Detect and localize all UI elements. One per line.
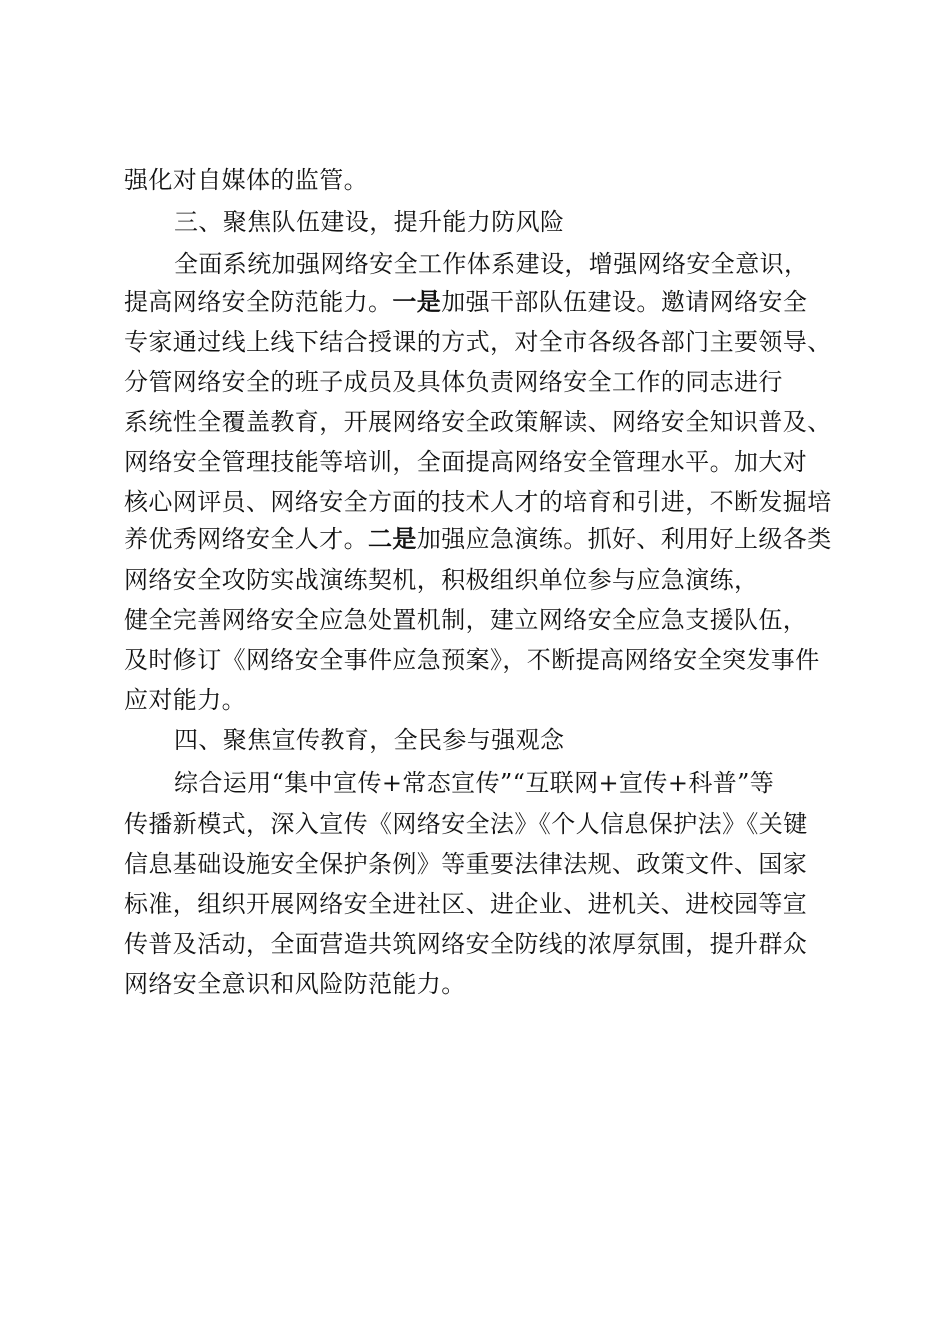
text-run: 养优秀网络安全人才。 [124,525,368,553]
paragraph-line: 健全完善网络安全应急处置机制，建立网络安全应急支援队伍， [124,606,808,634]
paragraph-line: 信息基础设施安全保护条例》等重要法律法规、政策文件、国家 [124,850,808,878]
paragraph-line: 全面系统加强网络安全工作体系建设，增强网络安全意识， [174,250,809,278]
text-run: 加强干部队伍建设。邀请网络安全 [441,288,808,316]
paragraph-line: 标准，组织开展网络安全进社区、进企业、进机关、进校园等宣 [124,890,808,918]
paragraph-line: 强化对自媒体的监管。 [124,166,368,194]
paragraph-line: 专家通过线上线下结合授课的方式，对全市各级各部门主要领导、 [124,328,832,356]
paragraph-line: 综合运用“集中宣传+常态宣传”“互联网+宣传+科普”等 [174,769,775,797]
paragraph-line [124,288,807,316]
paragraph-line: 核心网评员、网络安全方面的技术人才的培育和引进，不断发掘培 [124,488,832,516]
bold-marker-1: 一是 [392,288,442,316]
paragraph-line: 应对能力。 [124,686,246,714]
paragraph-line: 网络安全攻防实战演练契机，积极组织单位参与应急演练， [124,566,759,594]
section-heading-3: 三、聚焦队伍建设，提升能力防风险 [174,208,565,236]
paragraph-line: 系统性全覆盖教育，开展网络安全政策解读、网络安全知识普及、 [124,408,832,436]
paragraph-line: 传播新模式，深入宣传《网络安全法》《个人信息保护法》《关键 [124,810,808,838]
paragraph-line [124,525,832,553]
paragraph-line: 及时修订《网络安全事件应急预案》，不断提高网络安全突发事件 [124,646,820,674]
paragraph-line: 网络安全意识和风险防范能力。 [124,970,466,998]
bold-marker-2: 二是 [368,525,417,553]
text-run: 提高网络安全防范能力。 [124,288,393,316]
paragraph-line: 网络安全管理技能等培训，全面提高网络安全管理水平。加大对 [124,448,808,476]
section-heading-4: 四、聚焦宣传教育，全民参与强观念 [174,726,565,754]
text-run: 加强应急演练。抓好、利用好上级各类 [416,525,832,553]
paragraph-line: 分管网络安全的班子成员及具体负责网络安全工作的同志进行 [124,368,783,396]
paragraph-line: 传普及活动，全面营造共筑网络安全防线的浓厚氛围，提升群众 [124,930,808,958]
